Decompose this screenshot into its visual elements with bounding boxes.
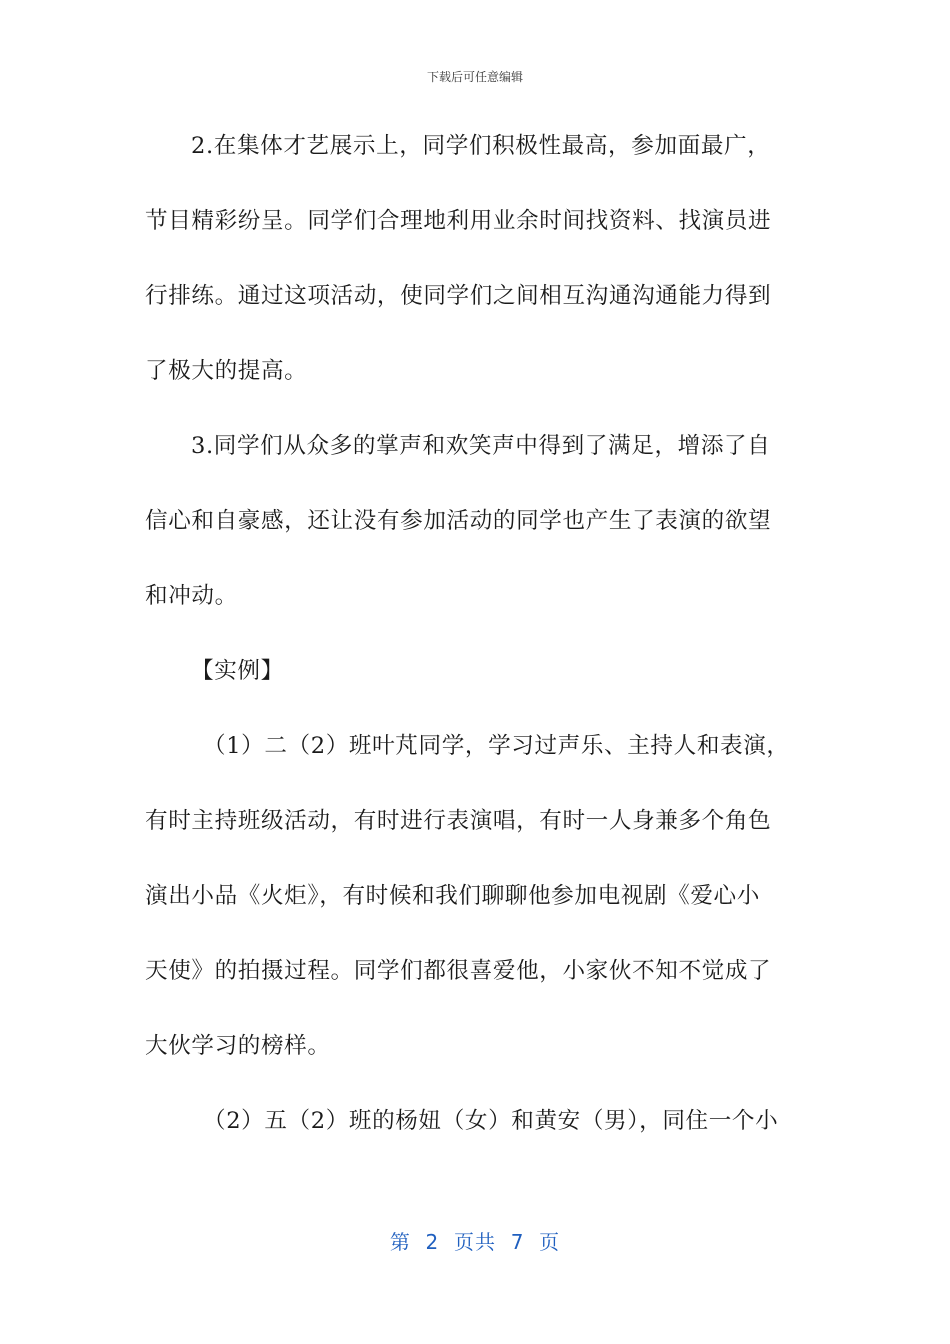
paragraph-line: 了极大的提高。 xyxy=(145,358,308,384)
paragraph-line: 大伙学习的榜样。 xyxy=(145,1033,331,1059)
paragraph-line: 3.同学们从众多的掌声和欢笑声中得到了满足，增添了自 xyxy=(191,433,771,459)
paragraph-line: 和冲动。 xyxy=(145,583,238,609)
page-number-label: 第 2 页共 7 页 xyxy=(389,1230,561,1254)
paragraph-line: 2.在集体才艺展示上，同学们积极性最高，参加面最广， xyxy=(191,133,771,159)
header-note: 下载后可任意编辑 xyxy=(426,70,523,84)
section-heading: 【实例】 xyxy=(191,658,284,684)
paragraph-line: 信心和自豪感，还让没有参加活动的同学也产生了表演的欲望 xyxy=(145,508,772,534)
paragraph-line: 演出小品《火炬》，有时候和我们聊聊他参加电视剧《爱心小 xyxy=(145,883,760,909)
paragraph-line: （2）五（2）班的杨妞（女）和黄安（男），同住一个小 xyxy=(203,1108,779,1134)
paragraph-line: （1）二（2）班叶芃同学，学习过声乐、主持人和表演， xyxy=(203,733,790,759)
paragraph-line: 有时主持班级活动，有时进行表演唱，有时一人身兼多个角色 xyxy=(145,808,772,834)
paragraph-line: 行排练。通过这项活动，使同学们之间相互沟通沟通能力得到 xyxy=(145,283,772,309)
paragraph-line: 天使》的拍摄过程。同学们都很喜爱他，小家伙不知不觉成了 xyxy=(145,958,772,984)
document-body xyxy=(145,128,805,1178)
page-footer xyxy=(0,1226,950,1255)
paragraph-line: 节目精彩纷呈。同学们合理地利用业余时间找资料、找演员进 xyxy=(145,208,772,234)
